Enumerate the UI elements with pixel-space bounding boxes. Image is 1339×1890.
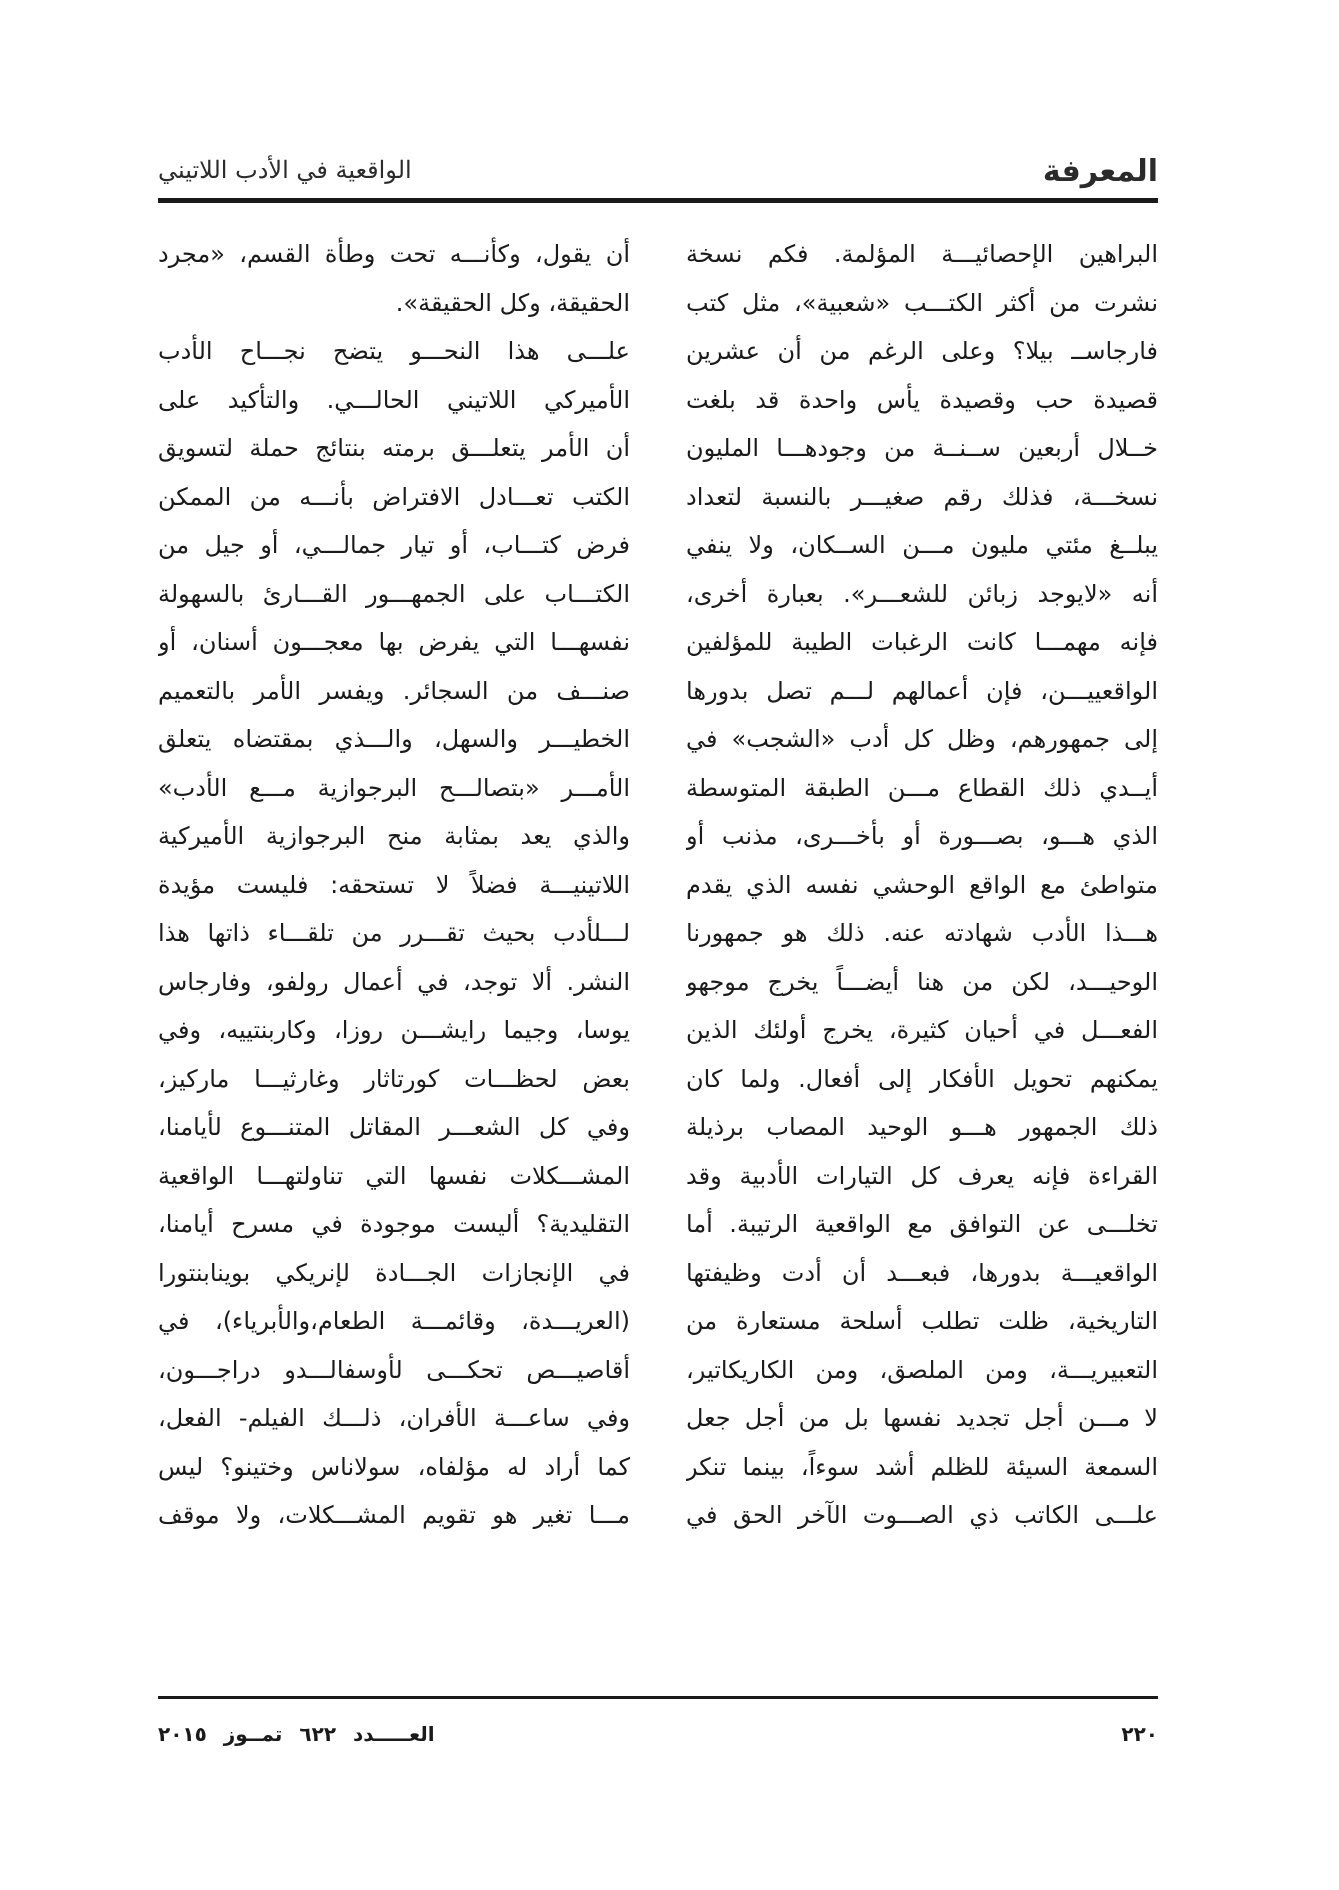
- text-line: صنـــف من السجائر. ويفسر الأمر بالتعميم: [158, 676, 630, 705]
- text-line: وفي ساعـــة الأفران، ذلـــك الفيلم- الفعل،: [158, 1404, 630, 1432]
- text-line: فارجاســ بيلا؟ وعلى الرغم من أن عشرين: [686, 337, 1158, 365]
- text-column-right: [686, 230, 1158, 1670]
- text-line: بعض لحظـــات كورتاثار وغارثيـــا ماركيز،: [158, 1064, 630, 1093]
- text-line: الأميركي اللاتيني الحالـــي. والتأكيد على: [158, 385, 630, 414]
- text-line: نسخـــة، فذلك رقم صغيـــر بالنسبة لتعداد: [686, 482, 1158, 511]
- text-line: إلى جمهورهم، وظل كل أدب «الشجب» في: [686, 725, 1158, 753]
- text-line: السمعة السيئة للظلم أشد سوءاً، بينما تنكر: [686, 1452, 1158, 1481]
- text-line: الذي هـــو، بصـــورة أو بأخـــرى، مذنب أو: [686, 822, 1158, 850]
- text-line: يوسا، وجيما رايشـــن روزا، وكاربنتييه، وفي: [158, 1016, 630, 1044]
- text-line: مـــا تغير هو تقويم المشـــكلات، ولا موقف: [158, 1501, 630, 1529]
- text-line: قصيدة حب وقصيدة يأس واحدة قد بلغت: [686, 385, 1158, 414]
- text-line: الكتـــاب على الجمهـــور القـــارئ بالسهولة: [158, 579, 630, 608]
- text-line: (العريـــدة، وقائمـــة الطعام،والأبرياء)، في: [158, 1307, 630, 1335]
- text-line: أن الأمر يتعلـــق برمته بنتائج حملة لتسويق: [158, 434, 630, 462]
- text-line: الفعـــل في أحيان كثيرة، يخرج أولئك الذين: [686, 1016, 1158, 1044]
- text-line: الوحيـــد، لكن من هنا أيضـــاً يخرج موجهو: [686, 967, 1158, 996]
- header-rule: [158, 198, 1158, 203]
- text-line: التعبيريـــة، ومن الملصق، ومن الكاريكاتير،: [686, 1355, 1158, 1384]
- issue-info: [158, 1722, 435, 1746]
- text-line: نشرت من أكثر الكتـــب «شعبية»، مثل كتب: [686, 288, 1158, 317]
- issue-number: ٦٢٢: [299, 1722, 337, 1746]
- text-line: علـــى الكاتب ذي الصـــوت الآخر الحق في: [686, 1501, 1158, 1529]
- text-line: أنه «لايوجد زبائن للشعـــر». بعبارة أخرى،: [686, 579, 1158, 608]
- text-line: أن يقول، وكأنـــه تحت وطأة القسم، «مجرد: [158, 240, 630, 268]
- text-line: أقاصيـــص تحكـــى لأوسفالـــدو دراجـــون،: [158, 1355, 630, 1384]
- text-line: الكتب تعـــادل الافتراض بأنـــه من الممكن: [158, 482, 630, 511]
- text-line: كما أراد له مؤلفاه، سولاناس وختينو؟ ليس: [158, 1452, 630, 1481]
- text-line: الواقعيـــة بدورها، فبعـــد أن أدت وظيفتها: [686, 1258, 1158, 1287]
- text-line: التاريخية، ظلت تطلب أسلحة مستعارة من: [686, 1307, 1158, 1335]
- text-line: القراءة فإنه يعرف كل التيارات الأدبية وقد: [686, 1161, 1158, 1190]
- text-line: الأمـــر «بتصالـــح البرجوازية مـــع الأدب»: [158, 773, 630, 802]
- text-line: التقليدية؟ أليست موجودة في مسرح أيامنا،: [158, 1210, 630, 1238]
- text-line: الخطيـــر والسهل، والـــذي بمقتضاه يتعلق: [158, 725, 630, 753]
- text-line: لـــلأدب بحيث تقـــرر من تلقـــاء ذاتها هذا: [158, 919, 630, 947]
- text-line: نفسهـــا التي يفرض بها معجـــون أسنان، أو: [158, 628, 630, 656]
- text-line: فإنه مهمـــا كانت الرغبات الطيبة للمؤلفين: [686, 628, 1158, 656]
- text-line: أيــدي ذلك القطاع مـــن الطبقة المتوسطة: [686, 773, 1158, 802]
- issue-label: العـــــدد: [353, 1722, 435, 1746]
- text-line: متواطئ مع الواقع الوحشي نفسه الذي يقدم: [686, 870, 1158, 899]
- text-line: وفي كل الشعـــر المقاتل المتنـــوع لأيامنا،: [158, 1113, 630, 1141]
- text-line: البراهين الإحصائيـــة المؤلمة. فكم نسخة: [686, 240, 1158, 268]
- text-line: هـــذا الأدب شهادته عنه. ذلك هو جمهورنا: [686, 919, 1158, 947]
- text-line: والذي يعد بمثابة منح البرجوازية الأميركية: [158, 822, 630, 850]
- text-line: النشر. ألا توجد، في أعمال رولفو، وفارجاس: [158, 967, 630, 996]
- text-line: تخلـــى عن التوافق مع الواقعية الرتيبة. أما: [686, 1210, 1158, 1238]
- text-line: ذلك الجمهور هـــو الوحيد المصاب برذيلة: [686, 1113, 1158, 1141]
- text-line: فرض كتـــاب، أو تيار جمالـــي، أو جيل من: [158, 531, 630, 559]
- text-line: الحقيقة، وكل الحقيقة».: [395, 288, 630, 317]
- text-line: لا مـــن أجل تجديد نفسها بل من أجل جعل: [686, 1404, 1158, 1432]
- text-line: يبلــغ مئتي مليون مـــن الســكان، ولا ينفي: [686, 531, 1158, 559]
- text-line: اللاتينيـــة فضلاً لا تستحقه: فليست مؤيدة: [158, 870, 630, 899]
- text-column-left: [158, 230, 630, 1670]
- running-title: الواقعية في الأدب اللاتيني: [158, 156, 412, 184]
- text-line: خــلال أربعين ســنــة من وجودهـــا المليون: [686, 434, 1158, 462]
- magazine-logo: المعرفة: [1042, 154, 1158, 189]
- issue-month: تمــوز: [223, 1722, 283, 1746]
- running-header: [158, 152, 1158, 192]
- text-line: علـــى هذا النحـــو يتضح نجـــاح الأدب: [158, 337, 630, 365]
- text-line: المشـــكلات نفسها التي تناولتهـــا الواقعية: [158, 1161, 630, 1190]
- text-line: يمكنهم تحويل الأفكار إلى أفعال. ولما كان: [686, 1064, 1158, 1093]
- footer-rule: [158, 1696, 1158, 1699]
- issue-year: ٢٠١٥: [158, 1722, 207, 1746]
- text-line: الواقعييـــن، فإن أعمالهم لـــم تصل بدورها: [686, 676, 1158, 705]
- page-number: ٢٢٠: [1121, 1722, 1158, 1746]
- text-line: في الإنجازات الجـــادة لإنريكي بوينابنتورا: [158, 1258, 630, 1287]
